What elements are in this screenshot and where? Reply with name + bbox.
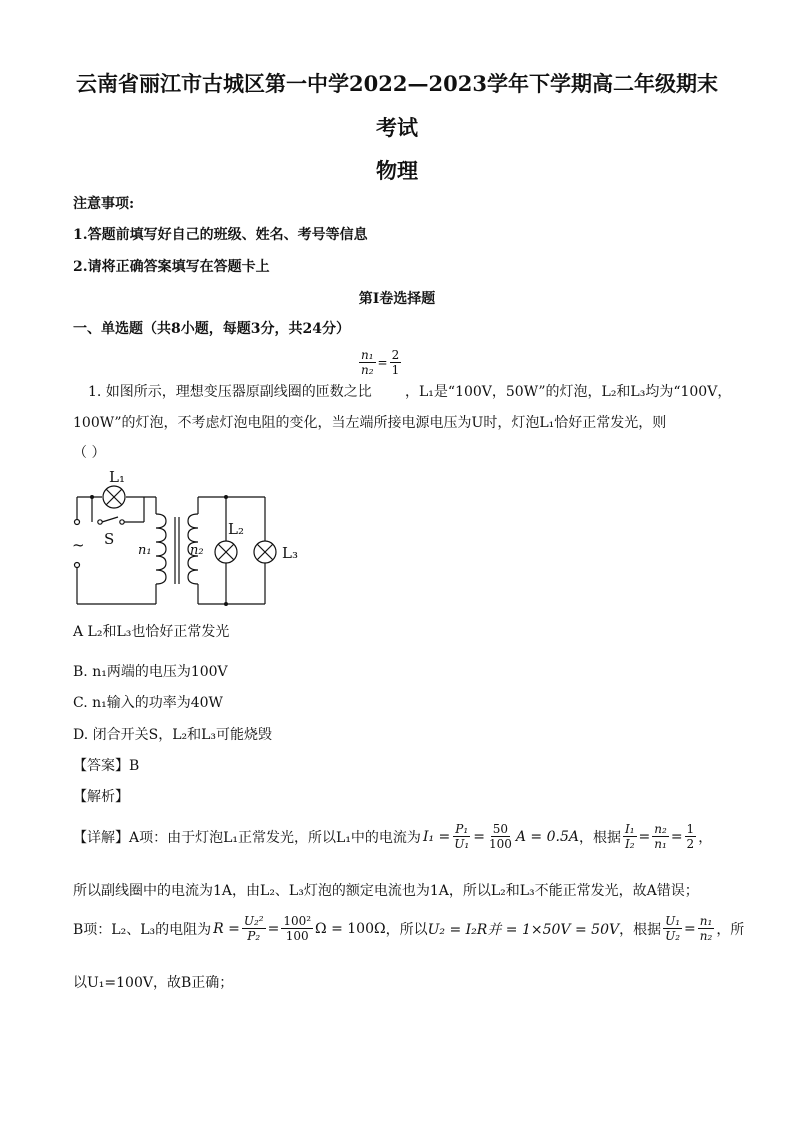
label-L2: L₂ — [228, 520, 244, 538]
b-eq2: = — [684, 920, 696, 937]
detail-line-b3: 以U₁=100V，故B正确； — [73, 975, 234, 991]
ratio-den: n₂ — [361, 363, 374, 377]
a-f5-den: 2 — [686, 837, 695, 851]
notice-heading: 注意事项: — [73, 196, 135, 212]
a-end: ， — [698, 829, 713, 846]
turns-ratio: $\frac{\text{n₁}}{\text{n₂}}$ = $\frac{2}{1}$ — [361, 348, 400, 377]
a-eq2: = — [638, 828, 651, 845]
b-R: R = — [213, 920, 240, 937]
a-f2-num: 50 — [492, 822, 509, 836]
notice-item-1: 1.答题前填写好自己的班级、姓名、考号等信息 — [73, 227, 368, 243]
answer-label: 【答案】B — [73, 758, 140, 774]
b-f2-den: 100 — [285, 929, 309, 943]
option-b: B. n₁两端的电压为100V — [73, 664, 228, 680]
b-f1-num: U₂² — [243, 914, 264, 928]
a-f4-num: n₂ — [654, 822, 667, 836]
exam-title-line1: 云南省丽江市古城区第一中学2022—2023学年下学期高二年级期末 — [76, 71, 718, 96]
ratio-rnum: 2 — [391, 348, 400, 362]
ratio-num: n₁ — [361, 348, 374, 362]
transformer-circuit-diagram — [60, 462, 310, 612]
a-result: A = 0.5A — [515, 828, 579, 845]
a-f5-num: 1 — [686, 822, 695, 836]
label-source: ~ — [72, 536, 85, 554]
b-f3-num: U₁ — [665, 914, 681, 928]
q1-line2: 100W”的灯泡，不考虑灯泡电阻的变化，当左端所接电源电压为U时，灯泡L₁恰好正常发光，则 — [73, 415, 667, 431]
b-f2-num: 100² — [283, 914, 312, 928]
detail-a-prefix: 【详解】A项：由于灯泡L₁正常发光，所以L₁中的电流为 — [73, 829, 421, 846]
label-n1: n₁ — [138, 543, 152, 558]
b-f3-den: U₂ — [665, 929, 681, 943]
b-end: ，所 — [716, 921, 745, 938]
a-mid: ，根据 — [578, 829, 621, 846]
b-f4-num: n₁ — [699, 914, 713, 928]
detail-line-a2: 所以副线圈中的电流为1A，由L₂、L₃灯泡的额定电流也为1A，所以L₂和L₃不能正常发光，故A错误； — [73, 883, 699, 899]
ratio-rden: 1 — [391, 363, 400, 377]
b-f4-den: n₂ — [699, 929, 713, 943]
b-mid: ，所以 — [385, 921, 428, 938]
exam-title-line2: 考试 — [376, 115, 418, 140]
b-prefix: B项：L₂、L₃的电阻为 — [73, 921, 212, 938]
notice-item-2: 2.请将正确答案填写在答题卡上 — [73, 259, 270, 275]
a-f1-num: P₁ — [455, 822, 469, 836]
option-c: C. n₁输入的功率为40W — [73, 695, 223, 711]
b-eq1: = — [267, 920, 280, 937]
detail-a-I1: I₁ = — [422, 828, 451, 845]
a-f3-den: I₂ — [624, 837, 635, 851]
a-eq1: = — [473, 828, 485, 845]
b-mid2: ，根据 — [619, 921, 662, 938]
analysis-label: 【解析】 — [73, 789, 129, 805]
subject-title: 物理 — [376, 158, 418, 183]
a-f2-den: 100 — [488, 837, 512, 851]
a-f1-den: U₁ — [454, 837, 470, 851]
a-eq3: = — [670, 828, 683, 845]
q1-line1-a: 1. 如图所示，理想变压器原副线圈的匝数之比 — [88, 384, 372, 400]
part-title: 一、单选题（共8小题，每题3分，共24分） — [73, 321, 350, 337]
detail-line-a — [73, 822, 712, 851]
option-a: A L₂和L₃也恰好正常发光 — [73, 624, 230, 640]
q1-line3: （ ） — [73, 445, 106, 461]
label-L1: L₁ — [109, 468, 125, 486]
option-d: D. 闭合开关S，L₂和L₃可能烧毁 — [73, 727, 273, 743]
q1-line1-b: ，L₁是“100V，50W”的灯泡，L₂和L₃均为“100V， — [405, 384, 732, 400]
a-f4-den: n₁ — [654, 837, 667, 851]
b-res: Ω = 100Ω — [315, 920, 386, 937]
a-f3-num: I₁ — [624, 822, 635, 836]
section-title: 第Ⅰ卷选择题 — [358, 291, 436, 307]
label-S: S — [104, 530, 115, 548]
label-n2: n₂ — [190, 543, 204, 558]
detail-line-b — [73, 914, 744, 943]
b-f1-den: P₂ — [247, 929, 261, 943]
b-U2: U₂ = I₂R并 = 1×50V = 50V — [427, 921, 620, 938]
label-L3: L₃ — [282, 544, 298, 562]
